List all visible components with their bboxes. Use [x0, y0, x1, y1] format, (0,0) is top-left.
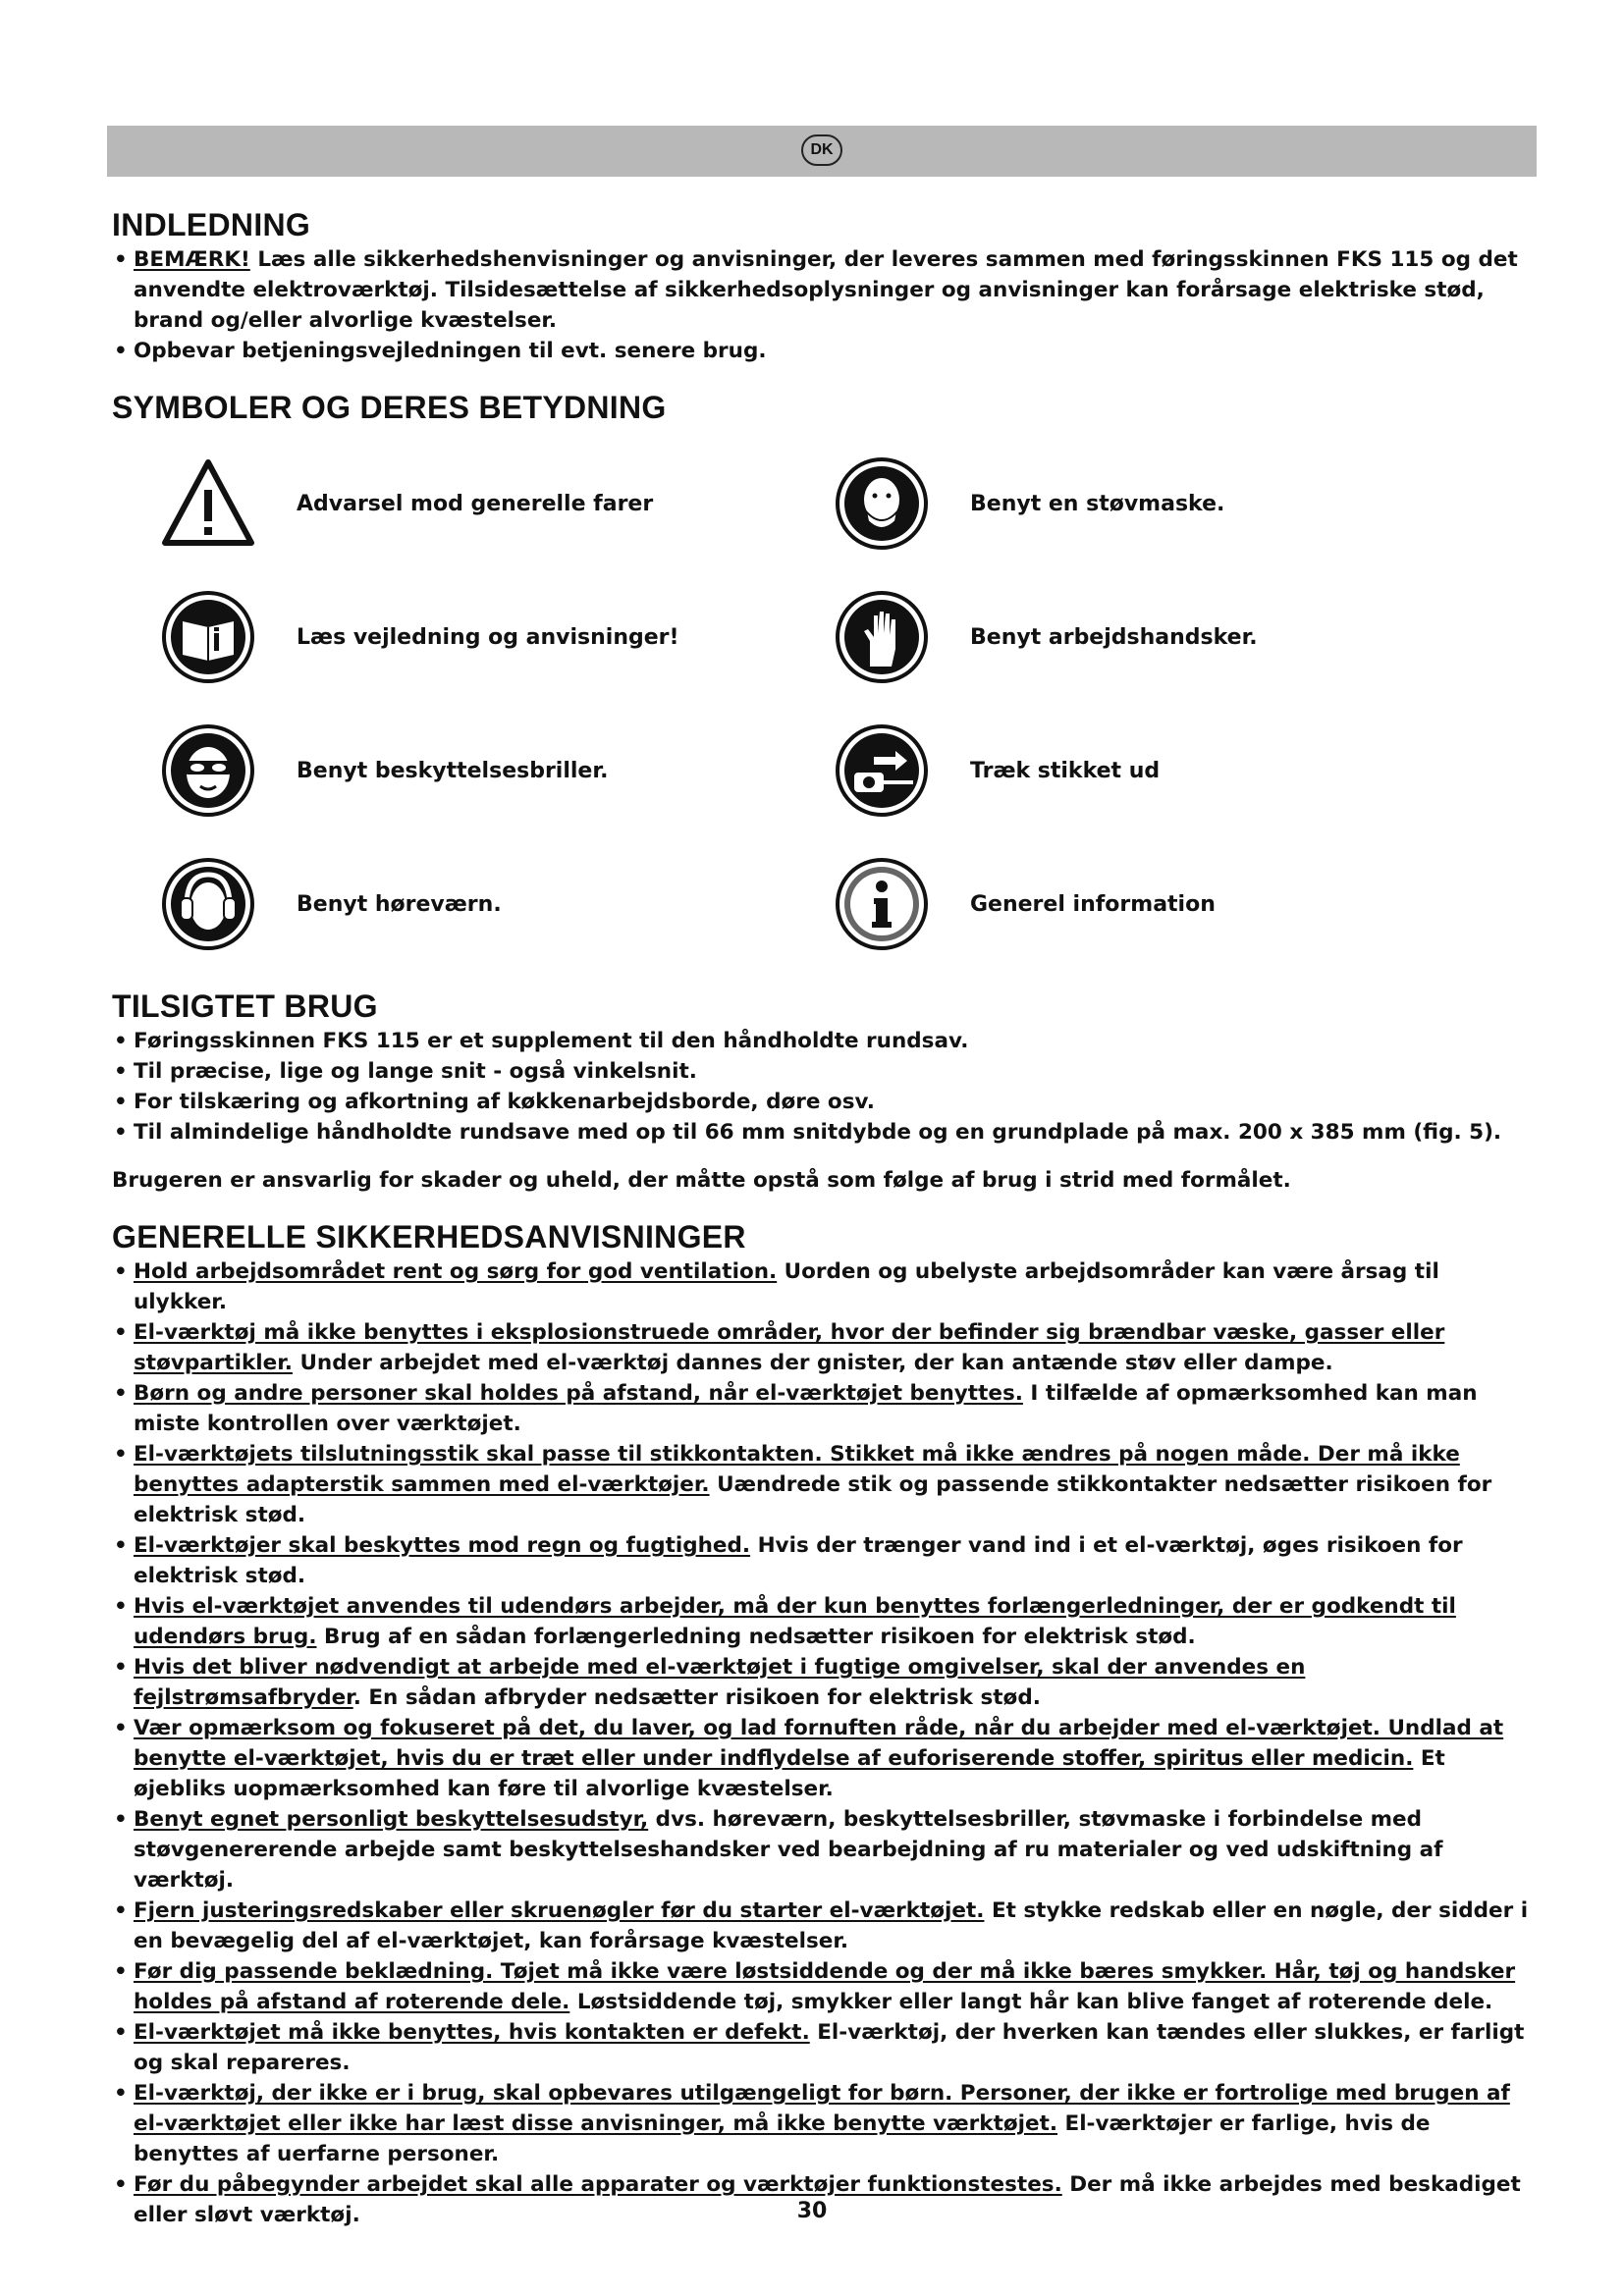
list-item: • Benyt egnet personligt beskyttelsesudstyr, dvs. høreværn, beskyttelsesbriller, støvmaske i forbindelse med støvgenererende arbejde samt beskyttelseshandsker ved bearbejdning af ru materialer og ved udskiftning af værktøj. — [112, 1804, 1531, 1896]
list-item: • El-værktøjer skal beskyttes mod regn og fugtighed. Hvis der trænger vand ind i et el-værktøj, øges risikoen for elektrisk stød. — [112, 1530, 1531, 1591]
symbols-grid — [161, 456, 1531, 951]
list-item: • Før dig passende beklædning. Tøjet må ikke være løstsiddende og der må ikke bæres smykker. Hår, tøj og handsker holdes på afstand af roterende dele. Løstsiddende tøj, smykker eller langt hår kan blive fanget af roterende dele. — [112, 1956, 1531, 2017]
warning-triangle-icon — [161, 456, 255, 551]
list-item: • Fjern justeringsredskaber eller skruenøgler før du starter el-værktøjet. Et stykke redskab eller en nøgle, der sidder i en bevægelig del af el-værktøjet, kan forårsage kvæstelser. — [112, 1896, 1531, 1956]
list-item: • Hvis el-værktøjet anvendes til udendørs arbejder, må der kun benyttes forlængerledninger, der er godkendt til udendørs brug. Brug af en sådan forlængerledning nedsætter risikoen for elektrisk stød. — [112, 1591, 1531, 1652]
symbol-label: Benyt beskyttelsesbriller. — [297, 758, 609, 783]
symbol-item — [835, 723, 1508, 818]
symbol-label: Benyt en støvmaske. — [970, 491, 1225, 516]
list-item: • El-værktøjet må ikke benyttes, hvis kontakten er defekt. El-værktøj, der hverken kan tændes eller slukkes, er farligt og skal repareres. — [112, 2017, 1531, 2078]
symbol-label: Læs vejledning og anvisninger! — [297, 624, 679, 650]
list-item: • Til præcise, lige og lange snit - også vinkelsnit. — [112, 1056, 1531, 1087]
symbols-heading: SYMBOLER OG DERES BETYDNING — [112, 390, 667, 425]
list-item: • For tilskæring og afkortning af køkkenarbejdsborde, døre osv. — [112, 1087, 1531, 1117]
symbol-item — [835, 456, 1508, 551]
intro-heading: INDLEDNING — [112, 207, 311, 242]
page-content — [112, 201, 1531, 2230]
list-item: • Hold arbejdsområdet rent og sørg for god ventilation. Uorden og ubelyste arbejdsområder kan være årsag til ulykker. — [112, 1256, 1531, 1317]
read-manual-icon — [161, 590, 255, 684]
symbol-item — [161, 857, 835, 951]
page-number: 30 — [796, 2199, 828, 2223]
list-item: • Vær opmærksom og fokuseret på det, du laver, og lad fornuften råde, når du arbejder med el-værktøjet. Undlad at benytte el-værktøjet, hvis du er træt eller under indflydelse af euforiserende stoffer, spiritus eller medicin. Et øjebliks uopmærksomhed kan føre til alvorlige kvæstelser. — [112, 1713, 1531, 1804]
list-item: • El-værktøj, der ikke er i brug, skal opbevares utilgængeligt for børn. Personer, der ikke er fortrolige med brugen af el-værktøjet eller ikke har læst disse anvisninger, må ikke benytte værktøjet. El-værktøjer er farlige, hvis de benyttes af uerfarne personer. — [112, 2078, 1531, 2169]
list-item: • Hvis det bliver nødvendigt at arbejde med el-værktøjet i fugtige omgivelser, skal der anvendes en fejlstrømsafbryder. En sådan afbryder nedsætter risikoen for elektrisk stød. — [112, 1652, 1531, 1713]
ear-protection-icon — [161, 857, 255, 951]
symbol-item — [835, 590, 1508, 684]
responsibility-note: Brugeren er ansvarlig for skader og uheld, der måtte opstå som følge af brug i strid med formålet. — [112, 1168, 1291, 1193]
intended-use-heading: TILSIGTET BRUG — [112, 988, 378, 1024]
symbol-label: Generel information — [970, 891, 1216, 917]
list-item: • Til almindelige håndholdte rundsave med op til 66 mm snitdybde og en grundplade på max. 200 x 385 mm (fig. 5). — [112, 1117, 1531, 1148]
list-item: • Føringsskinnen FKS 115 er et supplement til den håndholdte rundsav. — [112, 1026, 1531, 1056]
header-band — [107, 126, 1537, 177]
gloves-icon — [835, 590, 929, 684]
language-badge: DK — [801, 134, 842, 166]
dust-mask-icon — [835, 456, 929, 551]
safety-heading: GENERELLE SIKKERHEDSANVISNINGER — [112, 1219, 746, 1255]
symbol-label: Træk stikket ud — [970, 758, 1161, 783]
information-icon — [835, 857, 929, 951]
symbol-label: Advarsel mod generelle farer — [297, 491, 654, 516]
safety-list — [112, 1256, 1531, 2230]
symbol-label: Benyt arbejdshandsker. — [970, 624, 1258, 650]
intended-use-list — [112, 1026, 1531, 1148]
symbol-item — [835, 857, 1508, 951]
list-item: • BEMÆRK! Læs alle sikkerhedshenvisninger og anvisninger, der leveres sammen med føringsskinnen FKS 115 og det anvendte elektroværktøj. Tilsidesættelse af sikkerhedsoplysninger og anvisninger kan forårsage elektriske stød, brand og/eller alvorlige kvæstelser. — [112, 244, 1531, 336]
list-item: • El-værktøjets tilslutningsstik skal passe til stikkontakten. Stikket må ikke ændres på nogen måde. Der må ikke benyttes adapterstik sammen med el-værktøjer. Uændrede stik og passende stikkontakter nedsætter risikoen for elektrisk stød. — [112, 1439, 1531, 1530]
list-item: • Før du påbegynder arbejdet skal alle apparater og værktøjer funktionstestes. Der må ikke arbejdes med beskadiget eller sløvt værktøj. — [112, 2169, 1531, 2230]
list-item: • Børn og andre personer skal holdes på afstand, når el-værktøjet benyttes. I tilfælde af opmærksomhed kan man miste kontrollen over værktøjet. — [112, 1378, 1531, 1439]
safety-goggles-icon — [161, 723, 255, 818]
symbol-label: Benyt høreværn. — [297, 891, 502, 917]
symbol-item — [161, 590, 835, 684]
unplug-icon — [835, 723, 929, 818]
symbol-item — [161, 723, 835, 818]
symbol-item — [161, 456, 835, 551]
intro-list — [112, 244, 1531, 366]
list-item: • El-værktøj må ikke benyttes i eksplosionstruede områder, hvor der befinder sig brændbar væske, gasser eller støvpartikler. Under arbejdet med el-værktøj dannes der gnister, der kan antænde støv eller dampe. — [112, 1317, 1531, 1378]
list-item: • Opbevar betjeningsvejledningen til evt. senere brug. — [112, 336, 1531, 366]
